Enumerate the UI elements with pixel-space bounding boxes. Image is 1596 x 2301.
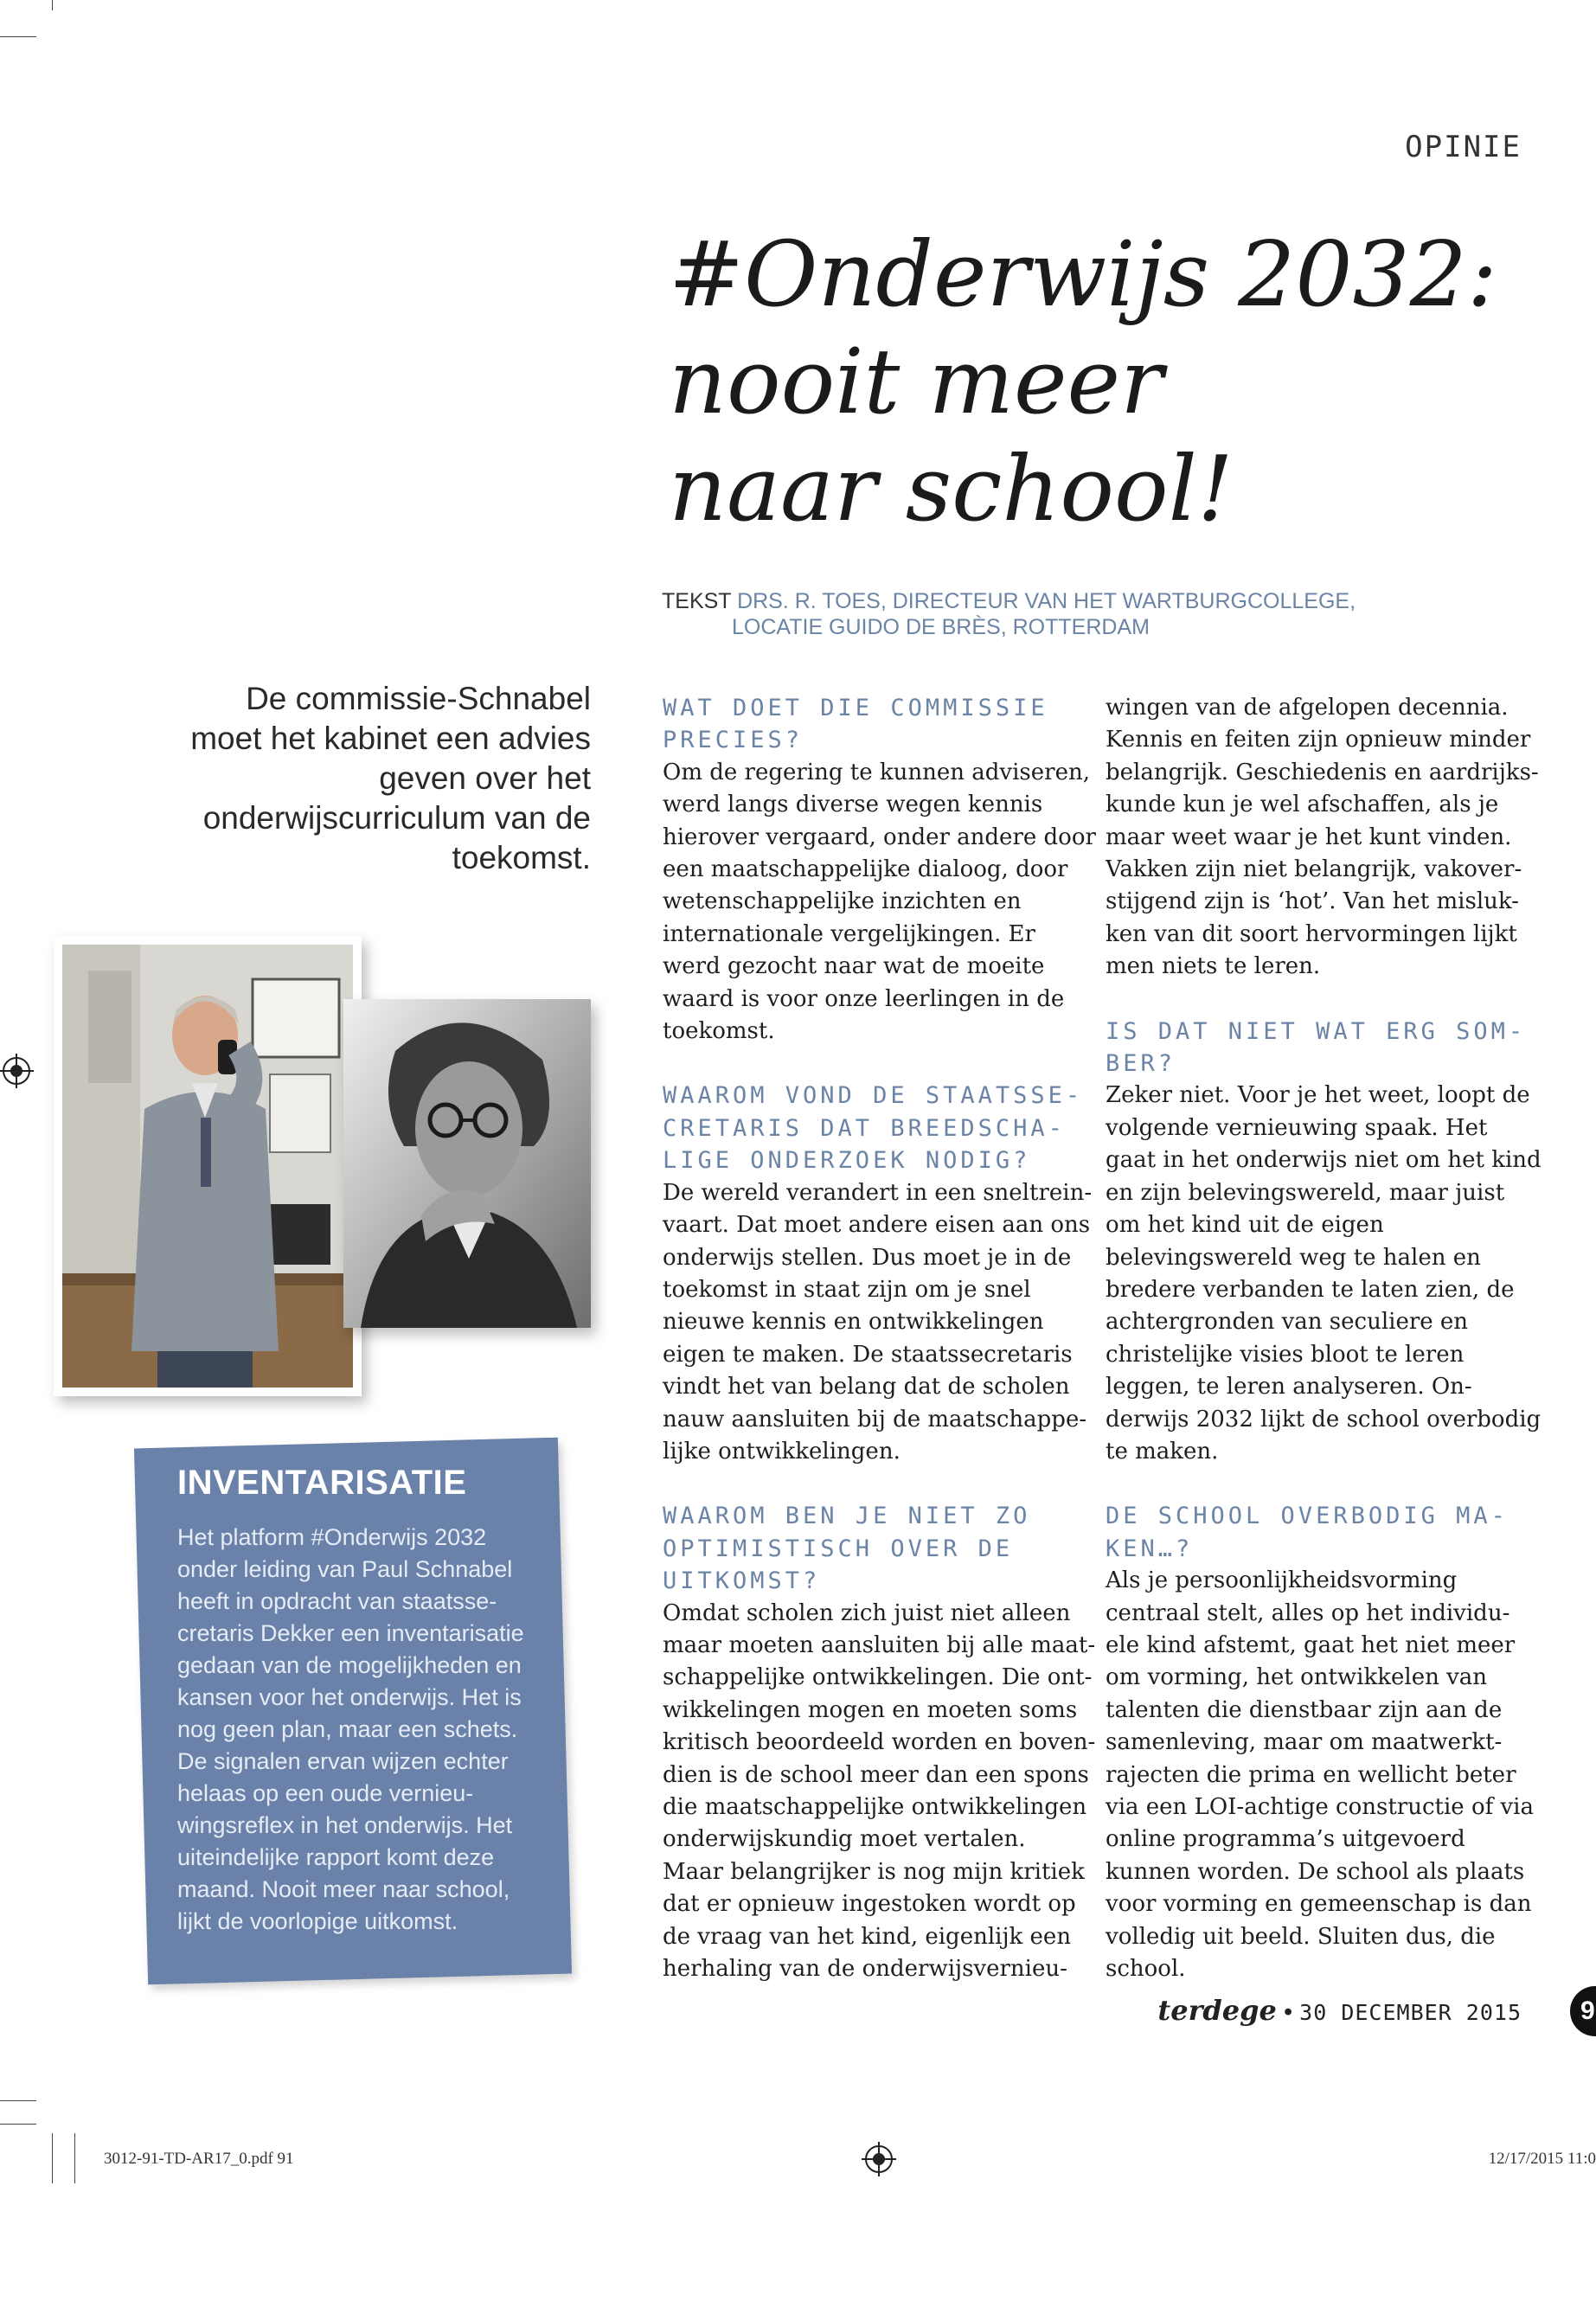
crop-mark [52,0,53,10]
byline [662,588,1356,640]
sidebar [177,1464,549,1938]
question-heading: IS DAT NIET WAT ERG SOM-BER? [1106,1017,1527,1078]
issue-date: 30 DECEMBER 2015 [1299,2000,1522,2025]
magazine-logo: terdege [1157,1994,1277,2027]
crop-mark [0,36,36,37]
footer [1157,1994,1522,2027]
question-heading: WAAROM VOND DE STAATSSE-CRETARIS DAT BREEDSCHA-LIGE ONDERZOEK NODIG? [663,1082,1084,1175]
article-title [669,221,1534,542]
footer-separator: • [1283,1998,1293,2026]
paragraph: wingen van de afgelopen decennia. Kennis en feiten zijn opnieuw minder belangrijk. Geschiedenis en aardrijks-kunde kun je wel afschaffen, als je maar weet waar je het kunt vinden. Vakken zijn niet belangrijk, vakover-stijgend zijn is ‘hot’. Van het misluk-ken van dit soort hervormingen lijkt men niets te leren. [1106,695,1539,980]
paragraph: Om de regering te kunnen adviseren, werd langs diverse wegen kennis hierover vergaard, onder andere door een maatschappelijke dialoog, door wetenschappelijke inzichten en internationale vergelijkingen. Er werd gezocht naar wat de moeite waard is voor onze leerlingen in de toekomst. [663,759,1096,1045]
crop-mark [74,2133,75,2183]
byline-author: DRS. R. TOES, DIRECTEUR VAN HET WARTBURGCOLLEGE, [737,589,1356,613]
paragraph: Omdat scholen zich juist niet alleen maar moeten aansluiten bij alle maat-schappelijke ontwikkelingen. Die ont-wikkelingen mogen en moeten soms kritisch beoordeeld worden en boven-dien is de school meer dan een spons die maatschappelijke ontwikkelingen onderwijskundig moet vertalen. [663,1599,1096,1853]
page-number-tab: 9 [1570,1986,1596,2036]
sidebar-text: Het platform #Onderwijs 2032 onder leiding van Paul Schnabel heeft in opdracht van staatsse-cretaris Dekker een inventarisatie gedaan van de mogelijkheden en kansen voor het onderwijs. Het is nog geen plan, maar een schets. De signalen ervan wijzen echter helaas op een oude vernieu-wingsreflex in het onderwijs. Het uiteindelijke rapport komt deze maand. Nooit meer naar school, lijkt de voorlopige uitkomst. [177,1524,524,1934]
paragraph: Maar belangrijker is nog mijn kritiek dat er opnieuw ingestoken wordt op de vraag van het kind, eigenlijk een herhaling van de onderwijsvernieu- [663,1858,1085,1983]
man-on-phone-illustration [62,945,353,1388]
portrait-photo [343,999,591,1328]
paragraph: Zeker niet. Voor je het weet, loopt de volgende vernieuwing spaak. Het gaat in het onderwijs niet om het kind en zijn belevingswereld, maar juist om het kind uit de eigen belevingswereld weg te halen en bredere verbanden te laten zien, de achtergronden van seculiere en christelijke visies bloot te leren leggen, te leren analyseren. On-derwijs 2032 lijkt de school overbodig te maken. [1106,1082,1542,1465]
intro-text: De commissie-Schnabel moet het kabinet een advies geven over het onderwijscurriculum van de toekomst. [190,681,591,875]
registration-mark-icon [865,2145,893,2173]
section-label: OPINIE [1405,130,1522,164]
crop-mark [52,2133,53,2183]
crop-mark [0,2100,36,2101]
slug-filename: 3012-91-TD-AR17_0.pdf 91 [104,2150,294,2168]
byline-location: LOCATIE GUIDO DE BRÈS, ROTTERDAM [732,615,1150,639]
byline-label: TEKST [662,589,732,613]
crop-mark [0,2124,36,2125]
slug-datetime: 12/17/2015 11:0 [1488,2150,1596,2168]
man-on-phone-photo [54,936,362,1396]
article-column-2 [1106,692,1542,1985]
title-line: naar school! [669,436,1234,542]
title-line: nooit meer [669,329,1163,434]
question-heading: WAT DOET DIE COMMISSIE PRECIES? [663,695,1048,754]
registration-mark-icon [3,1057,30,1085]
sidebar-title: INVENTARISATIE [177,1464,467,1502]
article-column-1 [663,692,1099,1985]
question-heading: DE SCHOOL OVERBODIG MA-KEN…? [1106,1503,1509,1562]
paragraph: Als je persoonlijkheidsvorming centraal stelt, alles op het individu-ele kind afstemt, gaat het niet meer om vorming, het ontwikkelen van talenten die dienstbaar zijn aan de samenleving, maar om maatwerkt-rajecten die prima en wellicht beter via een LOI-achtige constructie of via online programma’s uitgevoerd kunnen worden. De school als plaats voor vorming en gemeenschap is dan volledig uit beeld. Sluiten dus, die school. [1106,1567,1535,1983]
paragraph: De wereld verandert in een sneltrein-vaart. Dat moet andere eisen aan ons onderwijs stellen. Dus moet je in de toekomst in staat zijn om je snel nieuwe kennis en ontwikkelingen eigen te maken. De staatssecretaris vindt het van belang dat de scholen nauw aansluiten bij de maatschappe-lijke ontwikkelingen. [663,1179,1093,1465]
title-line: #Onderwijs 2032: [669,221,1497,327]
portrait-illustration [343,999,591,1328]
question-heading: WAAROM BEN JE NIET ZO OPTIMISTISCH OVER DE UITKOMST? [663,1503,1031,1595]
